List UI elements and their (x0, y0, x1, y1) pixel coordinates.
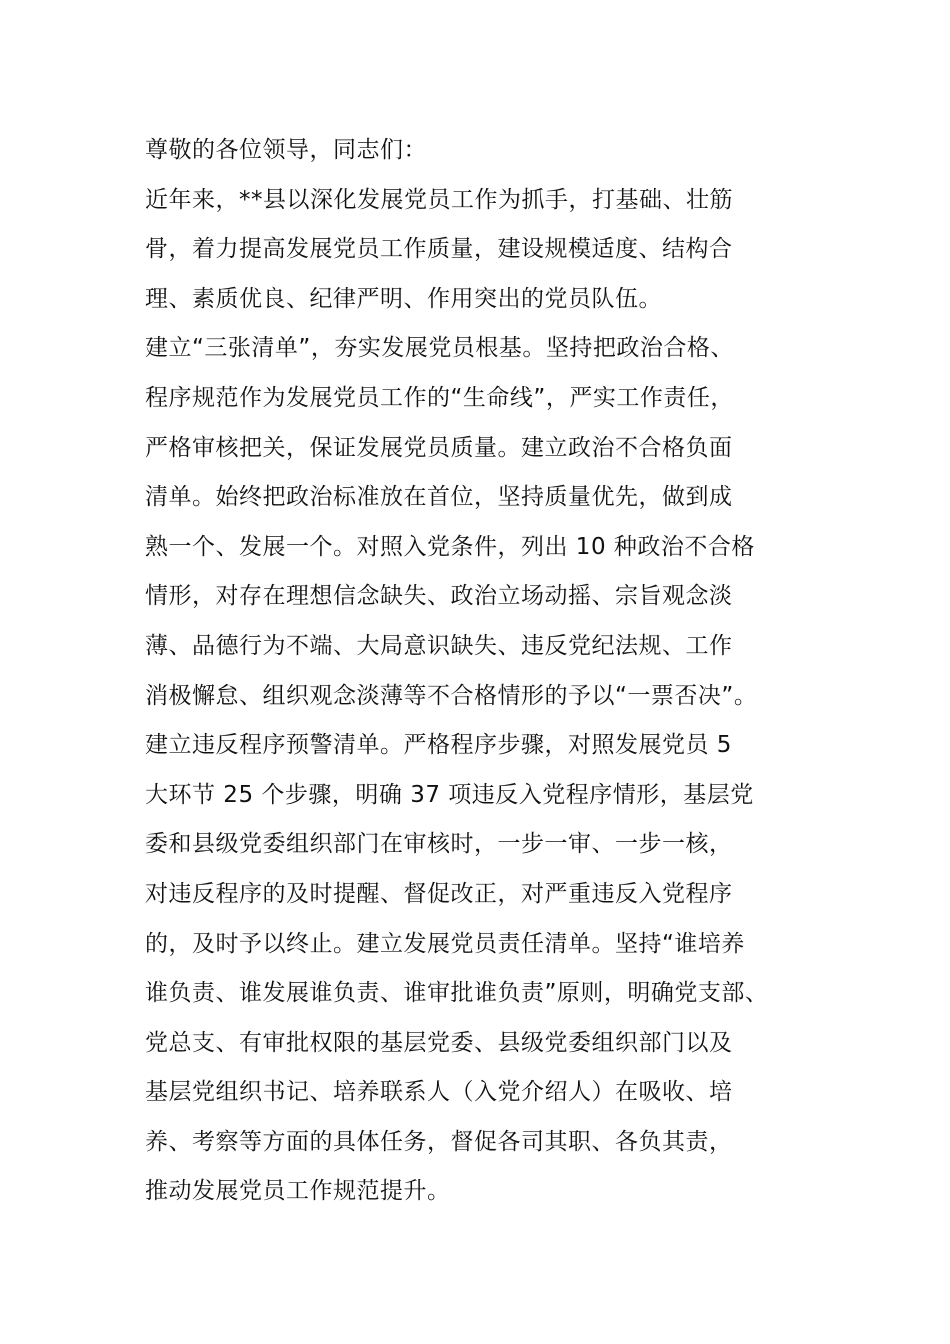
text-line: 薄、品德行为不端、大局意识缺失、违反党纪法规、工作 (145, 632, 733, 659)
text-line: 建立“三张清单”，夯实发展党员根基。坚持把政治合格、 (145, 335, 734, 362)
text-line: 谁负责、谁发展谁负责、谁审批谁负责”原则，明确党支部、 (145, 980, 769, 1007)
text-line: 消极懈怠、组织观念淡薄等不合格情形的予以“一票否决”。 (145, 682, 758, 709)
text-line: 党总支、有审批权限的基层党委、县级党委组织部门以及 (145, 1029, 733, 1056)
text-line: 委和县级党委组织部门在审核时，一步一审、一步一核， (145, 831, 733, 858)
text-line: 建立违反程序预警清单。严格程序步骤，对照发展党员 5 (145, 732, 732, 759)
text-line: 骨，着力提高发展党员工作质量，建设规模适度、结构合 (145, 236, 733, 263)
text-line: 的，及时予以终止。建立发展党员责任清单。坚持“谁培养 (145, 930, 745, 957)
text-line: 程序规范作为发展党员工作的“生命线”，严实工作责任， (145, 384, 734, 411)
text-line: 基层党组织书记、培养联系人（入党介绍人）在吸收、培 (145, 1079, 733, 1106)
text-line: 近年来，**县以深化发展党员工作为抓手，打基础、壮筋 (145, 186, 733, 213)
text-line: 清单。始终把政治标准放在首位，坚持质量优先，做到成 (145, 484, 733, 511)
text-line: 大环节 25 个步骤，明确 37 项违反入党程序情形，基层党 (145, 781, 754, 808)
text-line: 理、素质优良、纪律严明、作用突出的党员队伍。 (145, 285, 662, 312)
text-line: 推动发展党员工作规范提升。 (145, 1178, 451, 1205)
text-line: 养、考察等方面的具体任务，督促各司其职、各负其责， (145, 1128, 733, 1155)
text-line: 对违反程序的及时提醒、督促改正，对严重违反入党程序 (145, 880, 733, 907)
text-line: 熟一个、发展一个。对照入党条件，列出 10 种政治不合格 (145, 533, 755, 560)
salutation-line: 尊敬的各位领导，同志们： (145, 137, 427, 163)
text-line: 情形，对存在理想信念缺失、政治立场动摇、宗旨观念淡 (145, 583, 733, 610)
text-line: 严格审核把关，保证发展党员质量。建立政治不合格负面 (145, 434, 733, 461)
document-body (145, 126, 825, 1217)
